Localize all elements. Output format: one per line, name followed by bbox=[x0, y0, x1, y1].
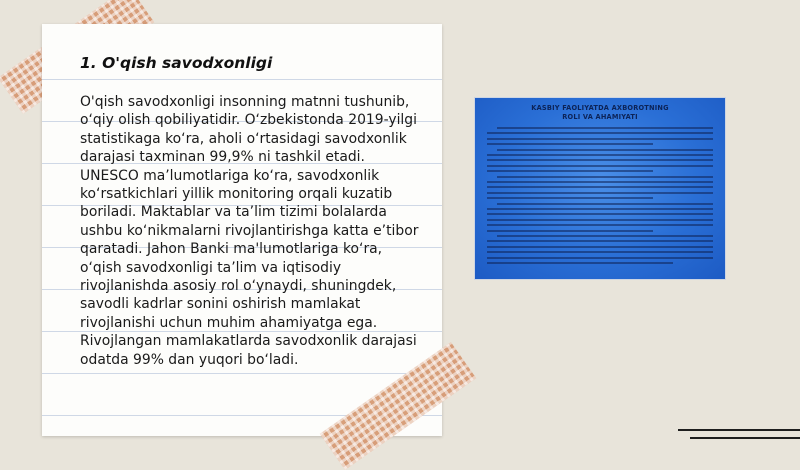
document-text-line bbox=[487, 219, 713, 221]
document-text-line bbox=[487, 159, 713, 161]
document-image-title bbox=[475, 104, 725, 122]
document-text-line bbox=[487, 213, 713, 215]
document-text-line bbox=[487, 165, 713, 167]
slide-body-text: O'qish savodxonligi insonning matnni tushunib, o‘qiy olish qobiliyatidir. O‘zbekistonda 2019-yilgi statistikaga ko‘ra, aholi o‘rtasidagi savodxonlik darajasi taxminan 99,9% ni tashkil etadi. UNESCO ma’lumotlariga ko‘ra, savodxonlik ko‘rsatkichlari yillik monitoring orqali kuzatib boriladi. Maktablar va ta’lim tizimi bolalarda ushbu ko‘nikmalarni rivojlantirishga katta e’tibor qaratadi. Jahon Banki ma'lumotlariga ko‘ra, o‘qish savodxonligi ta’lim va iqtisodiy rivojlanishda asosiy rol o‘ynaydi, shuningdek, savodli kadrlar sonini oshirish mamlakat rivojlanishi uchun muhim ahamiyatga ega. Rivojlangan mamlakatlarda savodxonlik darajasi odatda 99% dan yuqori bo‘ladi. bbox=[80, 94, 419, 368]
document-text-line bbox=[497, 176, 713, 178]
document-text-line bbox=[487, 224, 713, 226]
document-text-line bbox=[487, 138, 713, 140]
document-text-line bbox=[487, 154, 713, 156]
document-text-line bbox=[497, 127, 713, 129]
document-text-line bbox=[487, 192, 713, 194]
document-text-line bbox=[487, 132, 713, 134]
document-text-line bbox=[487, 170, 653, 172]
document-text-line bbox=[487, 257, 713, 259]
document-image bbox=[474, 97, 726, 280]
document-text-line bbox=[487, 246, 713, 248]
document-text-line bbox=[487, 240, 713, 242]
document-text-line bbox=[487, 262, 673, 264]
slide-heading: 1. O'qish savodxonligi bbox=[80, 54, 273, 72]
document-text-line bbox=[487, 230, 653, 232]
document-text-line bbox=[487, 208, 713, 210]
decorative-line bbox=[678, 429, 800, 431]
document-text-line bbox=[487, 197, 653, 199]
document-image-title-line-1: KASBIY FAOLIYATDA AXBOROTNING bbox=[531, 104, 669, 112]
document-text-line bbox=[487, 186, 713, 188]
document-text-line bbox=[497, 149, 713, 151]
document-text-line bbox=[497, 203, 713, 205]
document-image-title-line-2: ROLI VA AHAMIYATI bbox=[562, 113, 638, 121]
document-text-line bbox=[497, 235, 713, 237]
document-text-line bbox=[487, 143, 653, 145]
document-image-text-block bbox=[487, 127, 713, 272]
decorative-line bbox=[690, 437, 800, 439]
document-text-line bbox=[487, 181, 713, 183]
document-text-line bbox=[487, 251, 713, 253]
